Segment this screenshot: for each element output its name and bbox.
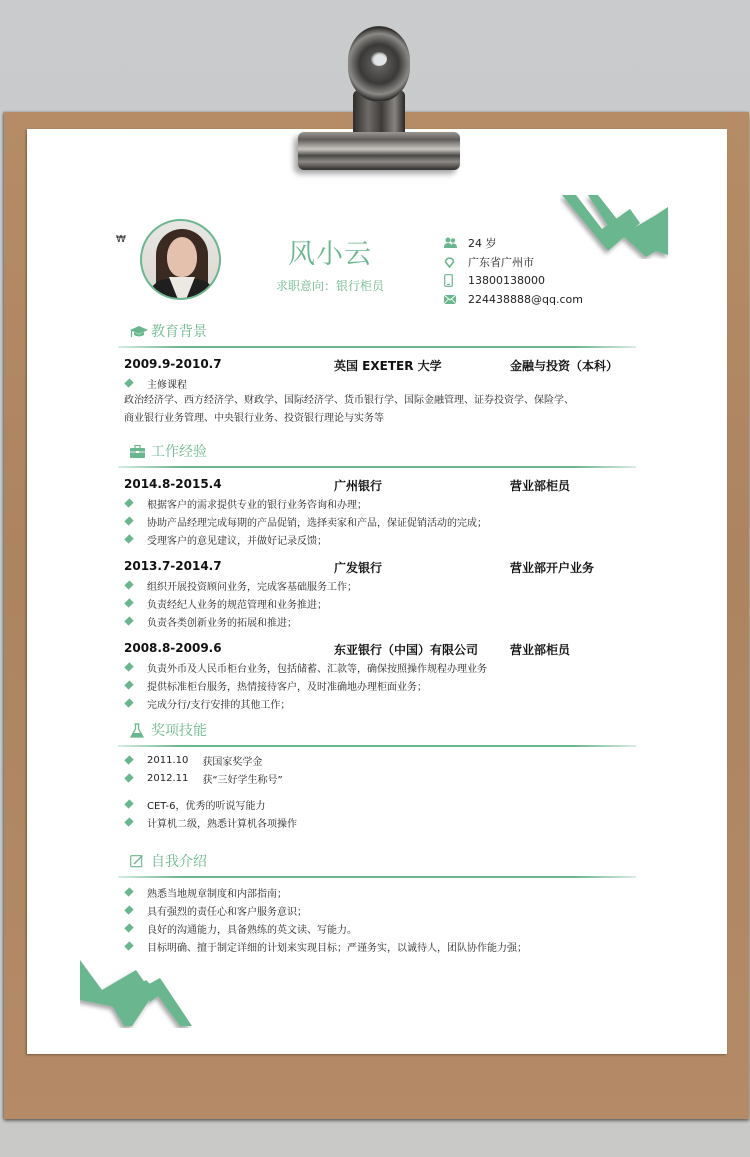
bottom-left-decoration [80, 958, 195, 1028]
list-item: 负责外币及人民币柜台业务，包括储蓄、汇款等，确保按照操作规程办理业务 [124, 658, 487, 676]
job-position: 营业部柜员 [510, 643, 571, 657]
diamond-bullet-icon [124, 662, 133, 671]
section-title: 教育背景 [151, 324, 207, 340]
briefcase-icon [130, 445, 148, 458]
contact-location: 广东省广州市 [444, 252, 583, 271]
diamond-bullet-icon [124, 378, 133, 387]
flask-icon [130, 723, 148, 738]
list-item: 2011.10 获国家奖学金 [124, 751, 283, 769]
graduation-cap-icon [130, 325, 148, 338]
diamond-bullet-icon [124, 680, 133, 689]
phone-icon [444, 274, 468, 287]
diamond-bullet-icon [124, 616, 133, 625]
list-item: 良好的沟通能力，具备熟练的英文读、写能力。 [124, 919, 527, 937]
diamond-bullet-icon [124, 887, 133, 896]
diamond-bullet-icon [124, 516, 133, 525]
job-intent: 求职意向：银行柜员 [275, 279, 384, 293]
list-item: 负责经纪人业务的规范管理和业务推进； [124, 594, 357, 612]
diamond-bullet-icon [124, 755, 133, 764]
job-company: 东亚银行（中国）有限公司 [334, 643, 479, 657]
job-entry-header [124, 641, 634, 657]
job-entry-header [124, 477, 634, 493]
list-item: 受理客户的意见建议，并做好记录反馈； [124, 530, 487, 548]
education-school: 英国 EXETER 大学 [334, 359, 442, 373]
contact-info [444, 233, 583, 309]
list-item: 提供标准柜台服务，热情接待客户，及时准确地办理柜面业务； [124, 676, 487, 694]
list-item: 主修课程 [124, 374, 187, 392]
job-position: 营业部柜员 [510, 479, 571, 493]
job-duties [124, 576, 357, 630]
location-pin-icon [444, 256, 468, 268]
job-company: 广发银行 [334, 561, 383, 575]
intro-list [124, 883, 527, 955]
list-item: 协助产品经理完成每期的产品促销，选择卖家和产品，保证促销活动的完成； [124, 512, 487, 530]
section-divider [118, 745, 636, 747]
job-period: 2014.8-2015.4 [124, 477, 222, 491]
diamond-bullet-icon [124, 773, 133, 782]
job-duties [124, 494, 487, 548]
job-period: 2008.8-2009.6 [124, 641, 222, 655]
section-work [118, 441, 636, 468]
diamond-bullet-icon [124, 941, 133, 950]
contact-age: 24 岁 [444, 233, 583, 252]
candidate-name: 风小云 [288, 239, 372, 270]
skills-list [124, 795, 297, 831]
diamond-bullet-icon [124, 598, 133, 607]
education-major: 金融与投资（本科） [510, 359, 619, 373]
section-divider [118, 346, 636, 348]
diamond-bullet-icon [124, 498, 133, 507]
education-entry-header [124, 357, 634, 373]
people-icon [444, 237, 468, 249]
list-item: 熟悉当地规章制度和内部指南； [124, 883, 527, 901]
section-title: 奖项技能 [151, 723, 207, 739]
awards-list [124, 751, 283, 787]
section-divider [118, 876, 636, 878]
list-item: 根据客户的需求提供专业的银行业务咨询和办理； [124, 494, 487, 512]
courses-line-1: 政治经济学、西方经济学、财政学、国际经济学、货币银行学、国际金融管理、证券投资学、保险学、 [124, 395, 574, 406]
diamond-bullet-icon [124, 905, 133, 914]
list-item: 完成分行/支行安排的其他工作； [124, 694, 487, 712]
list-item: 组织开展投资顾问业务，完成客基础服务工作； [124, 576, 357, 594]
list-item: 具有强烈的责任心和客户服务意识； [124, 901, 527, 919]
list-item: CET-6，优秀的听说写能力 [124, 795, 297, 813]
diamond-bullet-icon [124, 799, 133, 808]
list-item: 负责各类创新业务的拓展和推进； [124, 612, 357, 630]
section-education [118, 321, 636, 348]
diamond-bullet-icon [124, 534, 133, 543]
currency-mark: ₩ [116, 234, 126, 245]
diamond-bullet-icon [124, 580, 133, 589]
section-intro [118, 851, 636, 878]
contact-email: 224438888@qq.com [444, 290, 583, 309]
edit-note-icon [130, 854, 148, 868]
job-period: 2013.7-2014.7 [124, 559, 222, 573]
courses-line-2: 商业银行业务管理、中央银行业务、投资银行理论与实务等 [124, 413, 384, 424]
section-title: 自我介绍 [151, 854, 207, 870]
avatar [140, 219, 221, 300]
contact-phone: 13800138000 [444, 271, 583, 290]
list-item: 计算机二级，熟悉计算机各项操作 [124, 813, 297, 831]
list-item: 2012.11 获“三好学生称号” [124, 769, 283, 787]
education-period: 2009.9-2010.7 [124, 357, 222, 371]
job-duties [124, 658, 487, 712]
list-item: 目标明确、擅于制定详细的计划来实现目标；严谨务实，以诚待人，团队协作能力强； [124, 937, 527, 955]
section-title: 工作经验 [151, 444, 207, 460]
diamond-bullet-icon [124, 817, 133, 826]
section-awards [118, 720, 636, 747]
job-entry-header [124, 559, 634, 575]
binder-clip [298, 22, 460, 172]
diamond-bullet-icon [124, 698, 133, 707]
mail-icon [444, 295, 468, 304]
job-position: 营业部开户业务 [510, 561, 595, 575]
courses-label-list [124, 374, 187, 392]
diamond-bullet-icon [124, 923, 133, 932]
section-divider [118, 466, 636, 468]
job-company: 广州银行 [334, 479, 383, 493]
